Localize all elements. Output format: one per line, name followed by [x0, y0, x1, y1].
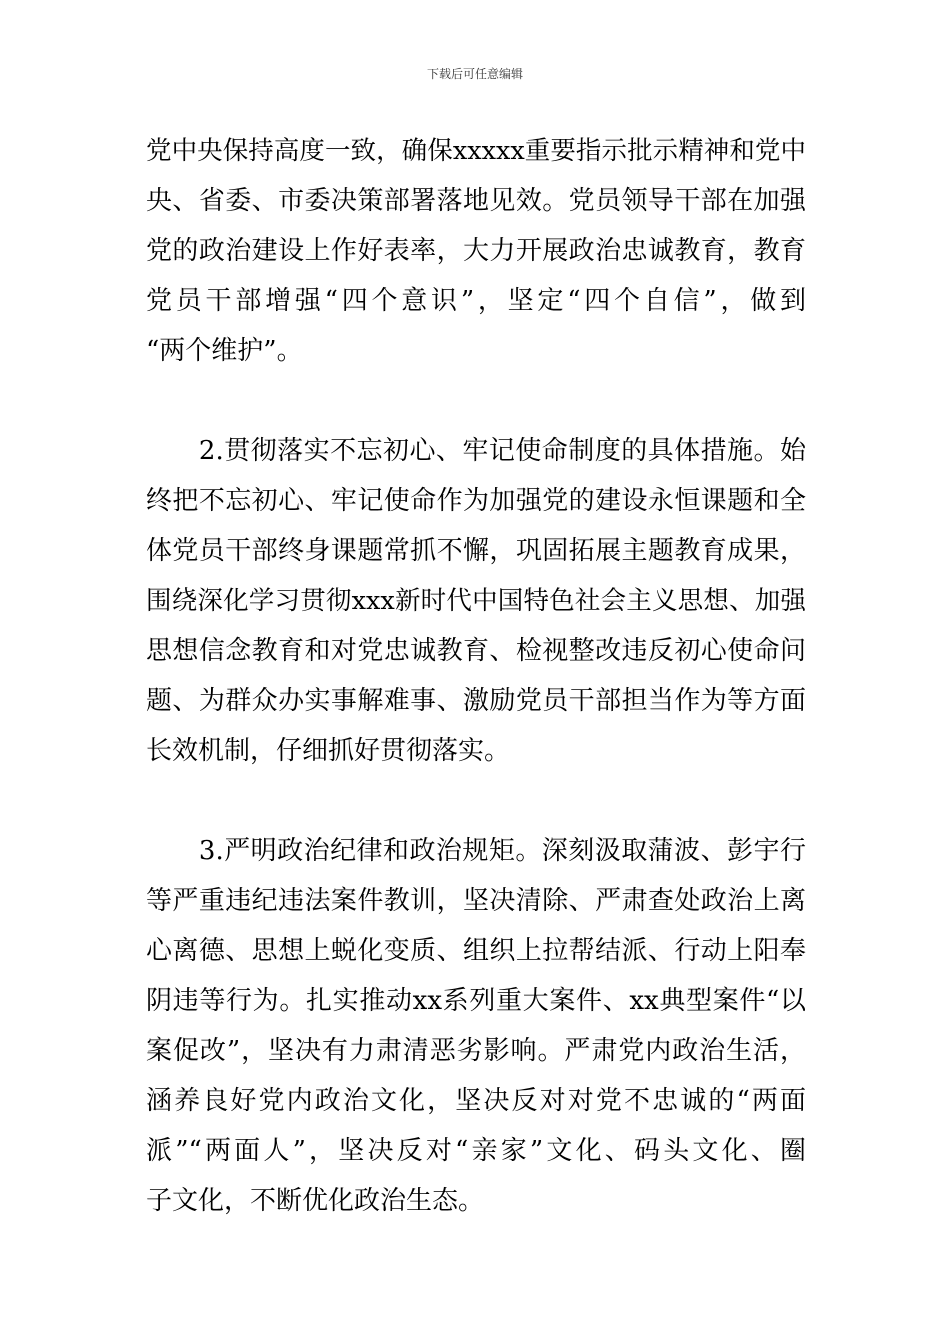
- paragraph-3: [146, 826, 806, 1226]
- text-line: 3.严明政治纪律和政治规矩。深刻汲取蒲波、彭宇行: [146, 836, 806, 866]
- text-line: 思想信念教育和对党忠诚教育、检视整改违反初心使命问: [146, 636, 806, 666]
- text-line: 长效机制，仔细抓好贯彻落实。: [146, 736, 511, 766]
- page-header: 下载后可任意编辑: [426, 67, 523, 81]
- text-line: 围绕深化学习贯彻xxx新时代中国特色社会主义思想、加强: [146, 586, 806, 616]
- text-line: 党中央保持高度一致，确保xxxxx重要指示批示精神和党中: [146, 136, 806, 166]
- text-line: 2.贯彻落实不忘初心、牢记使命制度的具体措施。始: [146, 436, 806, 466]
- paragraph-1: [146, 126, 806, 376]
- paragraph-gap: [146, 376, 806, 426]
- text-line: 题、为群众办实事解难事、激励党员干部担当作为等方面: [146, 686, 806, 716]
- text-line: 派”“两面人”，坚决反对“亲家”文化、码头文化、圈: [146, 1136, 806, 1166]
- paragraph-2: [146, 426, 806, 776]
- text-line: 阴违等行为。扎实推动xx系列重大案件、xx典型案件“以: [146, 986, 806, 1016]
- text-line: 等严重违纪违法案件教训，坚决清除、严肃查处政治上离: [146, 886, 806, 916]
- text-line: 案促改”，坚决有力肃清恶劣影响。严肃党内政治生活，: [146, 1036, 806, 1066]
- text-line: “两个维护”。: [146, 336, 303, 366]
- text-line: 党员干部增强“四个意识”，坚定“四个自信”，做到: [146, 286, 806, 316]
- text-line: 终把不忘初心、牢记使命作为加强党的建设永恒课题和全: [146, 486, 806, 516]
- text-line: 子文化，不断优化政治生态。: [146, 1186, 485, 1216]
- document-body: [146, 126, 806, 1226]
- text-line: 心离德、思想上蜕化变质、组织上拉帮结派、行动上阳奉: [146, 936, 806, 966]
- text-line: 体党员干部终身课题常抓不懈，巩固拓展主题教育成果，: [146, 536, 806, 566]
- text-line: 党的政治建设上作好表率，大力开展政治忠诚教育，教育: [146, 236, 806, 266]
- text-line: 央、省委、市委决策部署落地见效。党员领导干部在加强: [146, 186, 806, 216]
- text-line: 涵养良好党内政治文化，坚决反对对党不忠诚的“两面: [146, 1086, 806, 1116]
- paragraph-gap: [146, 776, 806, 826]
